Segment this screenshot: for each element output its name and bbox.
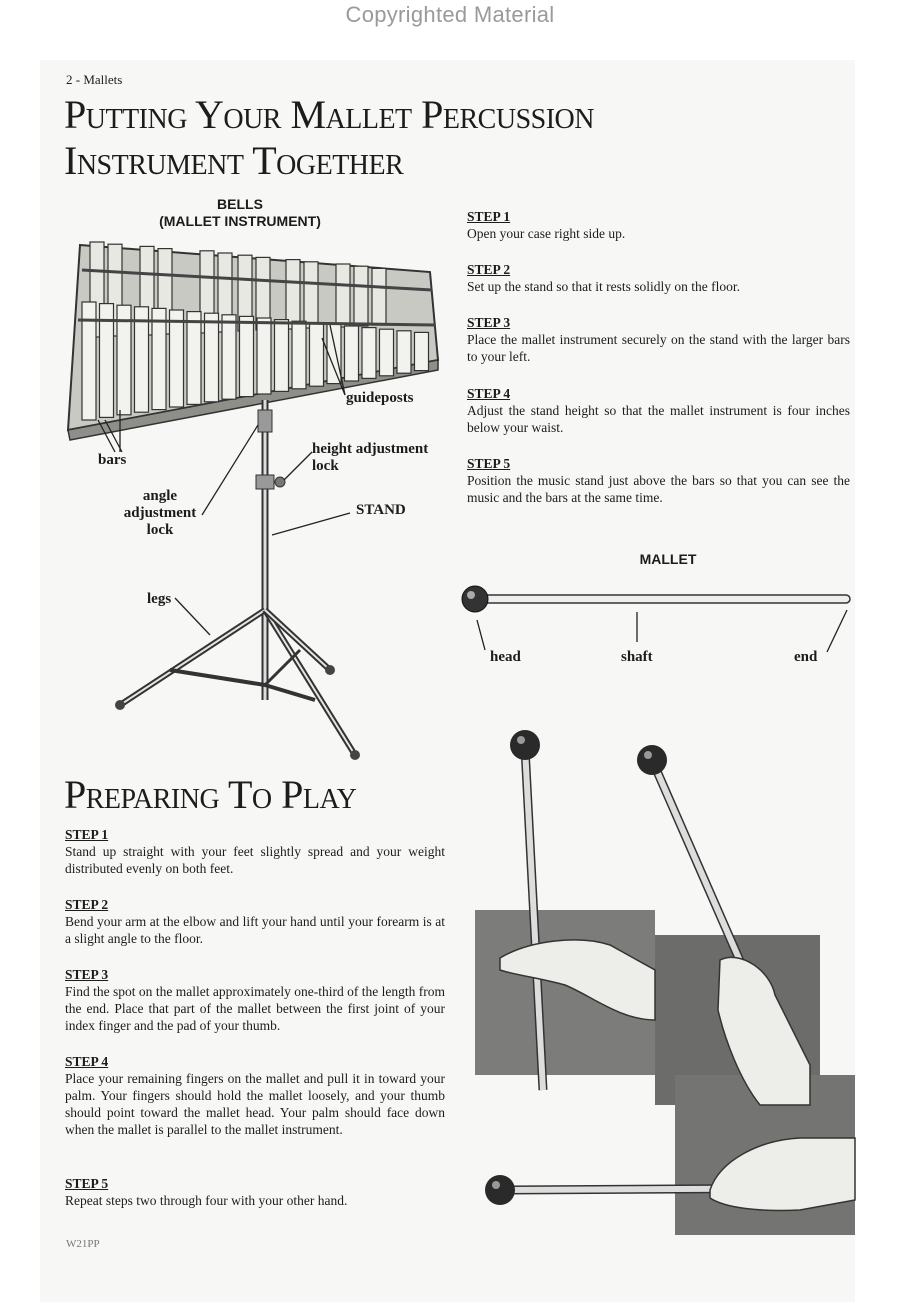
assembly-step-5-text: Position the music stand just above the bars so that you can see the music and the bars at the same time. xyxy=(467,473,850,505)
bottom-bar xyxy=(292,321,306,389)
leg-brace-2 xyxy=(265,685,315,700)
page-title xyxy=(64,92,704,184)
assembly-step-1 xyxy=(467,208,850,242)
angle-lock-line-2: adjustment xyxy=(123,505,197,521)
page-title-line-1: Putting Your Mallet Percussion xyxy=(64,92,594,137)
bottom-bar xyxy=(380,329,394,376)
height-lock-line-2: lock xyxy=(312,458,339,474)
top-bar xyxy=(372,268,386,325)
bottom-bar xyxy=(257,318,271,394)
assembly-step-1-text: Open your case right side up. xyxy=(467,226,626,241)
playing-step-4 xyxy=(65,1053,445,1138)
playing-step-1-heading: STEP 1 xyxy=(65,827,109,842)
height-adjustment-lock-part xyxy=(256,475,274,489)
bottom-bar xyxy=(170,310,184,407)
mallet-shaft xyxy=(483,595,850,603)
mallet-illustration xyxy=(455,580,860,660)
assembly-step-3-heading: STEP 3 xyxy=(467,315,511,330)
bottom-bar xyxy=(187,312,201,405)
playing-step-2 xyxy=(65,896,445,947)
footer-code: W21PP xyxy=(66,1238,100,1250)
height-lock-leader xyxy=(284,452,312,480)
playing-step-5-heading: STEP 5 xyxy=(65,1176,109,1191)
bottom-bar xyxy=(152,308,166,409)
label-mallet-head: head xyxy=(490,649,521,665)
head-leader xyxy=(477,620,485,650)
assembly-step-1-heading: STEP 1 xyxy=(467,209,511,224)
label-angle-adjustment-lock xyxy=(100,488,220,539)
playing-step-4-heading: STEP 4 xyxy=(65,1054,109,1069)
leg-brace-1 xyxy=(170,670,265,685)
label-legs: legs xyxy=(147,591,172,607)
mallet-head xyxy=(462,586,488,612)
assembly-step-5-heading: STEP 5 xyxy=(467,456,511,471)
grip-mallet-3-head xyxy=(485,1175,515,1205)
bottom-bar xyxy=(275,320,289,392)
assembly-step-5 xyxy=(467,455,850,506)
bells-title-line-1: BELLS xyxy=(217,196,263,212)
assembly-step-4 xyxy=(467,385,850,436)
grip-mallet-1-head xyxy=(510,730,540,760)
assembly-step-2-heading: STEP 2 xyxy=(467,262,511,277)
label-bars: bars xyxy=(98,452,127,468)
bottom-bar xyxy=(310,323,324,386)
top-bar xyxy=(286,260,300,329)
assembly-step-4-text: Adjust the stand height so that the mallet instrument is four inches below your waist. xyxy=(467,403,850,435)
stand-leader xyxy=(272,513,350,535)
bottom-bar xyxy=(240,316,254,396)
bottom-bar xyxy=(415,332,429,370)
page-header-label: 2 - Mallets xyxy=(66,72,123,87)
angle-lock-line-3: lock xyxy=(146,522,174,538)
assembly-step-3-text: Place the mallet instrument securely on the stand with the larger bars to your left. xyxy=(467,332,850,364)
label-guideposts: guideposts xyxy=(346,390,414,406)
bottom-bar xyxy=(222,315,236,399)
bells-title-line-2: (MALLET INSTRUMENT) xyxy=(159,213,321,229)
legs-leader xyxy=(175,598,210,635)
assembly-step-2 xyxy=(467,261,850,295)
playing-step-1-text: Stand up straight with your feet slightly spread and your weight distributed evenly on both feet. xyxy=(65,844,445,876)
assembly-step-3 xyxy=(467,314,850,365)
angle-adjustment-lock-part xyxy=(258,410,272,432)
top-bar xyxy=(354,266,368,326)
angle-lock-line-1: angle xyxy=(142,488,178,504)
grip-mallet-2-head xyxy=(637,745,667,775)
preparing-to-play-title: Preparing To Play xyxy=(64,772,357,817)
copyright-watermark: Copyrighted Material xyxy=(345,2,555,27)
label-stand: STAND xyxy=(356,502,406,518)
page-title-line-2: Instrument Together xyxy=(64,138,404,183)
playing-step-4-text: Place your remaining fingers on the mallet and pull it in toward your palm. Your fingers should hold the mallet loosely, and your thumb should point toward the mallet head. Your palm should face down when the mallet is parallel to the mallet instrument. xyxy=(65,1071,445,1137)
assembly-step-2-text: Set up the stand so that it rests solidly on the floor. xyxy=(467,279,740,294)
playing-step-3 xyxy=(65,966,445,1034)
leg-brace-3 xyxy=(265,650,300,685)
playing-step-3-text: Find the spot on the mallet approximately one-third of the length from the end. Place that part of the mallet between the first joint of your index finger and the pad of your thumb. xyxy=(65,984,445,1033)
height-lock-line-1: height adjustment xyxy=(312,441,429,457)
playing-step-5 xyxy=(65,1175,445,1209)
mallet-diagram-title: MALLET xyxy=(639,551,697,567)
bottom-bar xyxy=(345,326,359,381)
playing-step-2-heading: STEP 2 xyxy=(65,897,109,912)
label-height-adjustment-lock xyxy=(312,441,428,475)
bottom-bar xyxy=(205,313,219,402)
bottom-bar xyxy=(135,307,149,412)
label-mallet-shaft: shaft xyxy=(621,649,653,665)
playing-step-1 xyxy=(65,826,445,877)
bells-diagram-title xyxy=(130,196,350,230)
playing-step-5-text: Repeat steps two through four with your other hand. xyxy=(65,1193,348,1208)
top-bar xyxy=(304,262,318,328)
playing-step-3-heading: STEP 3 xyxy=(65,967,109,982)
grip-photos-illustration xyxy=(470,720,860,1240)
playing-step-2-text: Bend your arm at the elbow and lift your hand until your forearm is at a slight angle to the floor. xyxy=(65,914,445,946)
label-mallet-end: end xyxy=(794,649,818,665)
top-bar xyxy=(336,264,350,327)
end-leader xyxy=(827,610,847,652)
assembly-step-4-heading: STEP 4 xyxy=(467,386,511,401)
bottom-bar xyxy=(362,328,376,379)
bottom-bar xyxy=(397,331,411,373)
